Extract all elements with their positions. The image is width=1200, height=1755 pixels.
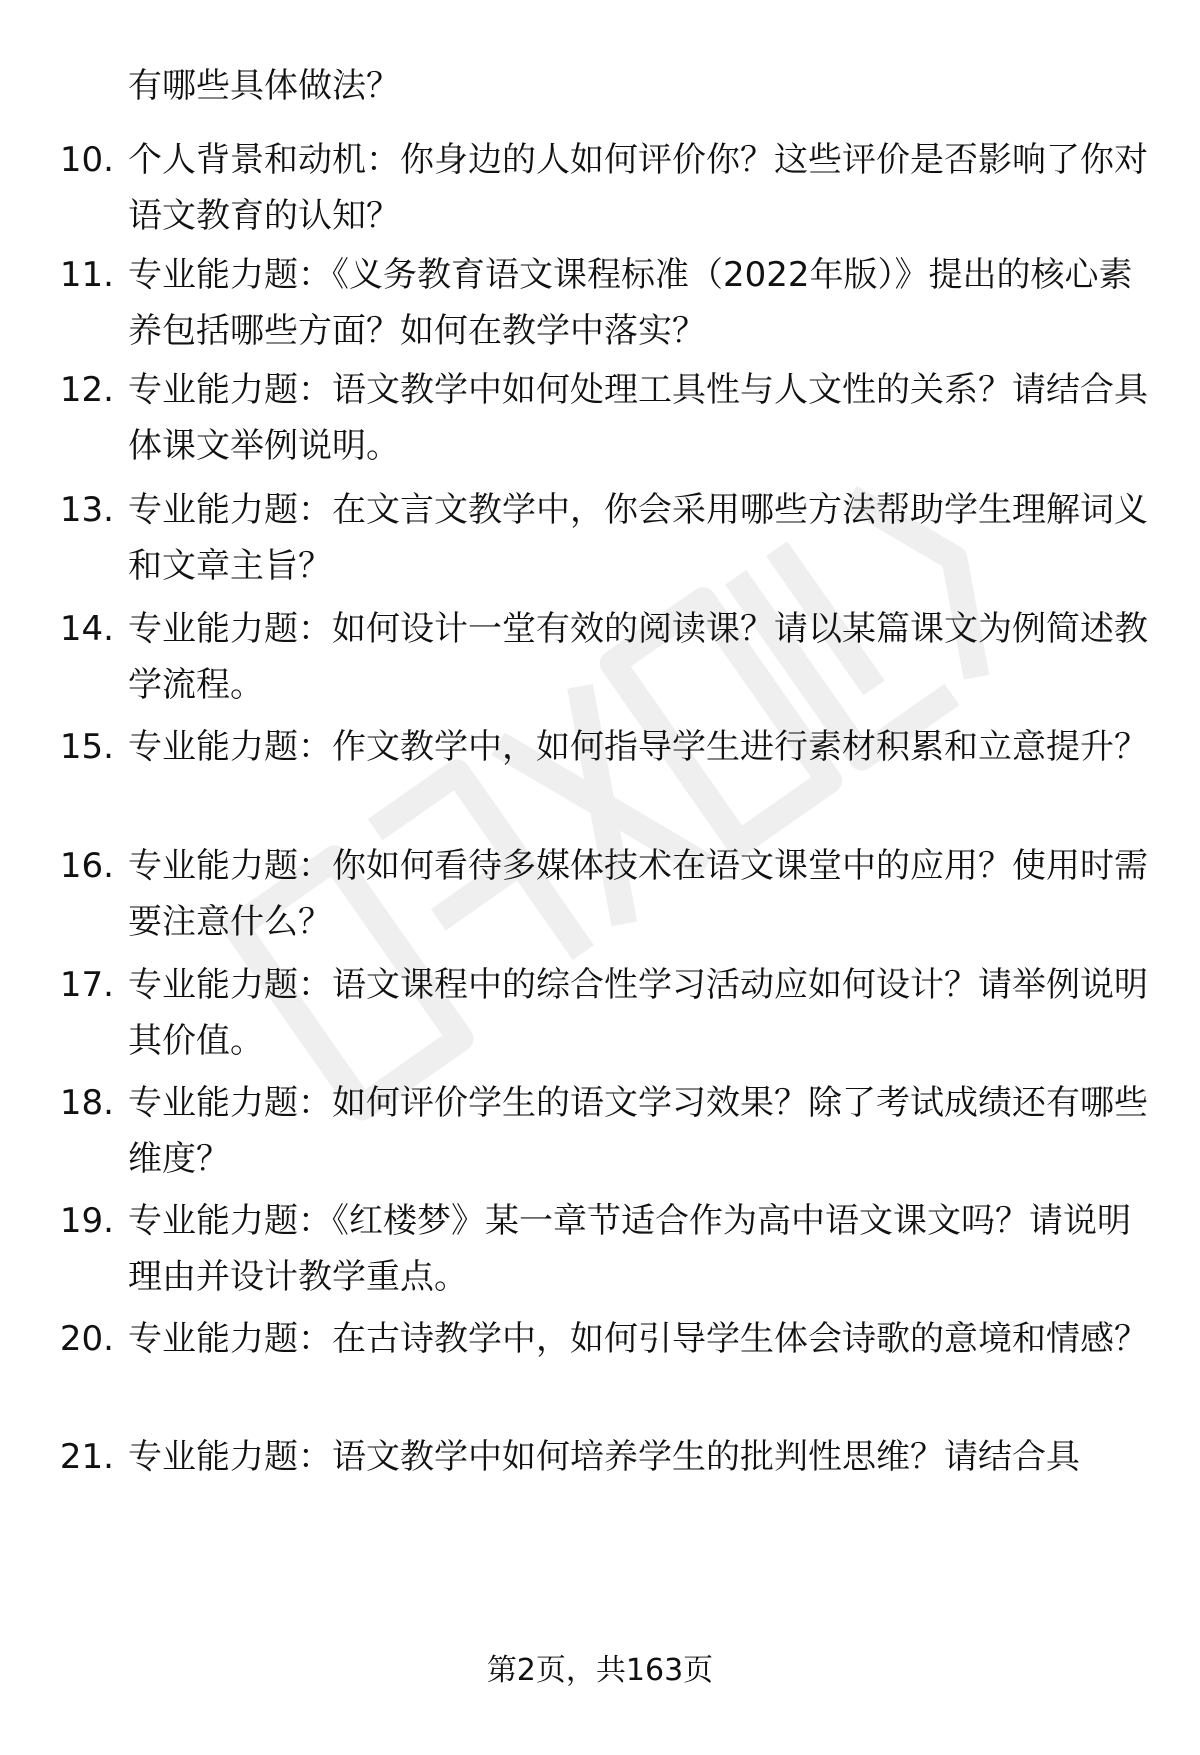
question-number: 16. bbox=[59, 846, 114, 886]
question-number: 21. bbox=[59, 1437, 114, 1477]
question-number: 11. bbox=[59, 255, 114, 295]
question-number: 19. bbox=[59, 1201, 114, 1241]
question-text: 专业能力题：《义务教育语文课程标准（2022年版）》提出的核心素养包括哪些方面？如何在教学中落实？ bbox=[128, 255, 1133, 351]
question-number: 18. bbox=[59, 1083, 114, 1123]
continuation-text: 有哪些具体做法？ bbox=[128, 66, 400, 106]
question-number: 15. bbox=[59, 727, 114, 767]
question-text: 个人背景和动机：你身边的人如何评价你？这些评价是否影响了你对语文教育的认知？ bbox=[128, 140, 1148, 236]
question-item bbox=[0, 957, 1200, 1069]
question-text: 专业能力题：语文教学中如何培养学生的批判性思维？请结合具 bbox=[128, 1437, 1080, 1477]
question-item bbox=[0, 482, 1200, 594]
question-number: 12. bbox=[59, 370, 114, 410]
question-text: 专业能力题：如何评价学生的语文学习效果？除了考试成绩还有哪些维度？ bbox=[128, 1083, 1148, 1179]
question-text: 专业能力题：《红楼梦》某一章节适合作为高中语文课文吗？请说明理由并设计教学重点。 bbox=[128, 1201, 1131, 1297]
question-text: 专业能力题：在古诗教学中，如何引导学生体会诗歌的意境和情感？ bbox=[128, 1319, 1148, 1359]
question-item bbox=[0, 247, 1200, 359]
question-item bbox=[0, 362, 1200, 474]
question-item bbox=[0, 1075, 1200, 1187]
question-item bbox=[0, 132, 1200, 244]
question-text: 专业能力题：如何设计一堂有效的阅读课？请以某篇课文为例简述教学流程。 bbox=[128, 609, 1148, 705]
question-number: 13. bbox=[59, 490, 114, 530]
question-text: 专业能力题：语文课程中的综合性学习活动应如何设计？请举例说明其价值。 bbox=[128, 965, 1148, 1061]
question-item bbox=[0, 1193, 1200, 1305]
question-item bbox=[0, 1429, 1200, 1485]
question-item bbox=[0, 719, 1200, 775]
question-text: 专业能力题：在文言文教学中，你会采用哪些方法帮助学生理解词义和文章主旨？ bbox=[128, 490, 1148, 586]
question-number: 14. bbox=[59, 609, 114, 649]
question-text: 专业能力题：你如何看待多媒体技术在语文课堂中的应用？使用时需要注意什么？ bbox=[128, 846, 1148, 942]
question-number: 17. bbox=[59, 965, 114, 1005]
page-footer: 第2页，共163页 bbox=[486, 1653, 714, 1688]
question-item bbox=[0, 838, 1200, 950]
question-text: 专业能力题：语文教学中如何处理工具性与人文性的关系？请结合具体课文举例说明。 bbox=[128, 370, 1148, 466]
question-number: 10. bbox=[59, 140, 114, 180]
question-number: 20. bbox=[59, 1319, 114, 1359]
question-item bbox=[0, 1311, 1200, 1367]
question-item bbox=[0, 601, 1200, 713]
question-text: 专业能力题：作文教学中，如何指导学生进行素材积累和立意提升？ bbox=[128, 727, 1148, 767]
